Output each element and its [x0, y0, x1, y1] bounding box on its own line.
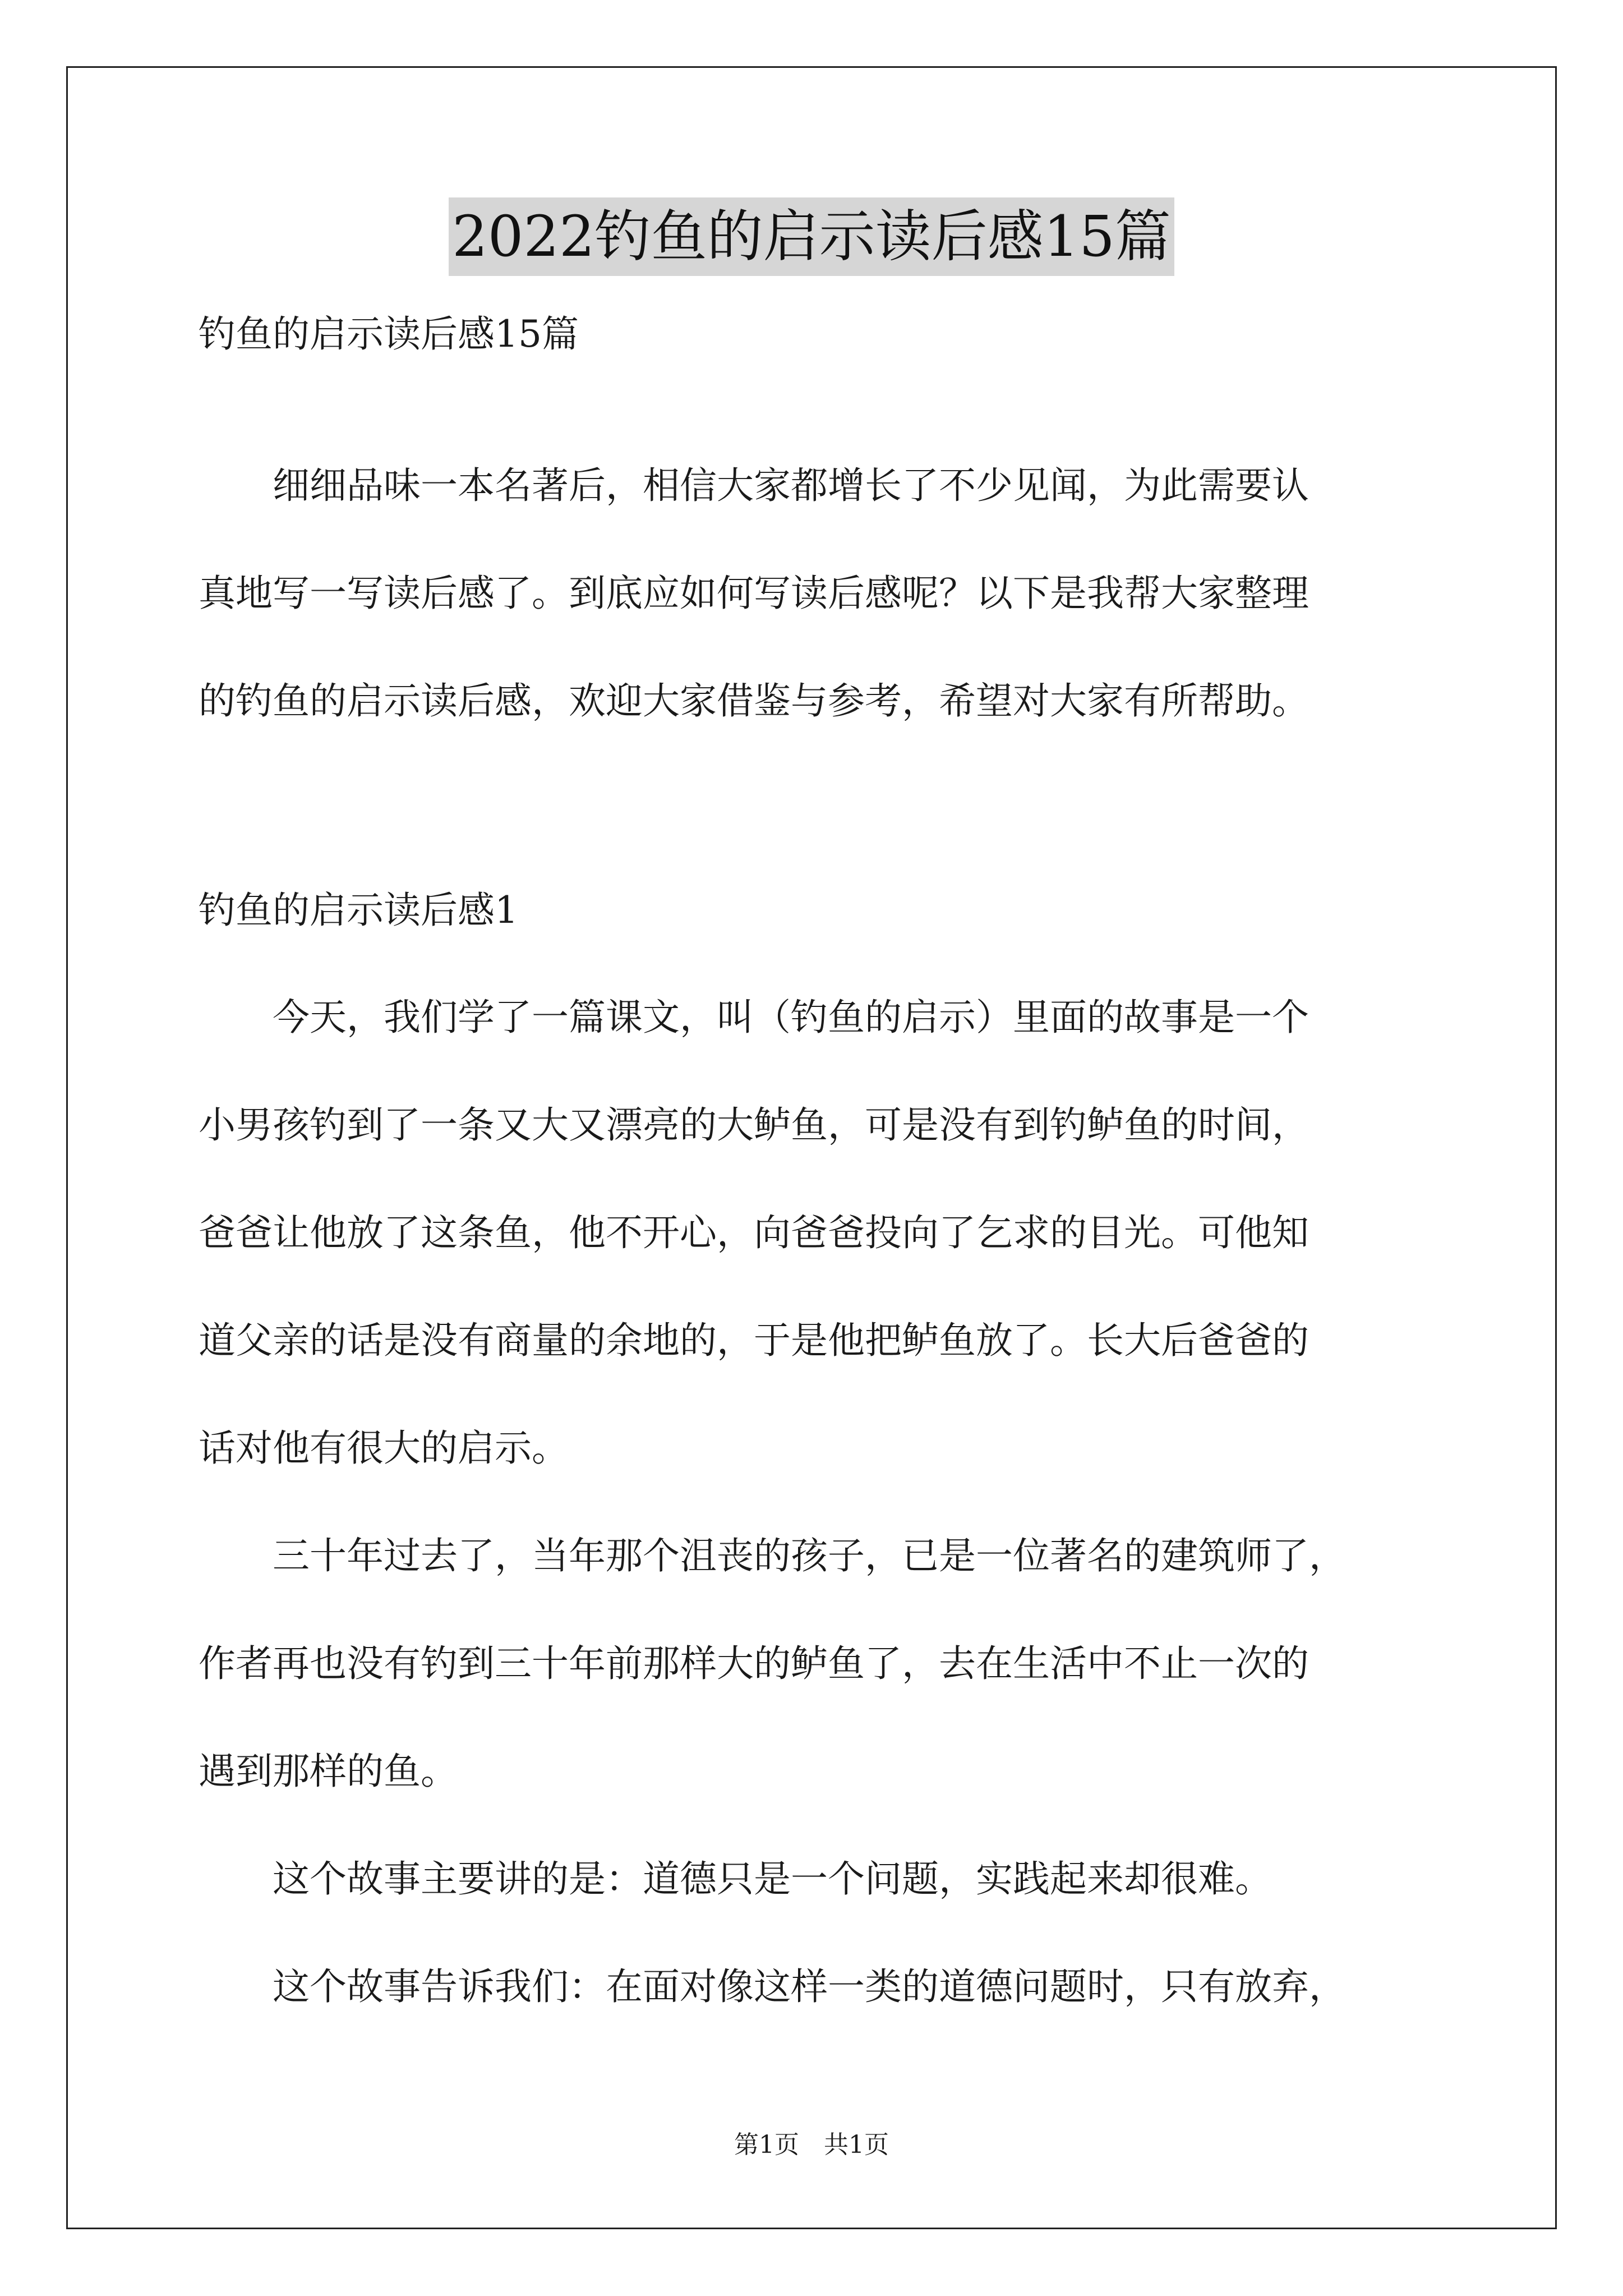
paragraph-line: 这个故事主要讲的是：道德只是一个问题，实践起来却很难。 [199, 1857, 1272, 1901]
section-heading: 钓鱼的启示读后感1 [199, 889, 518, 932]
document-title: 2022钓鱼的启示读后感15篇 [449, 197, 1174, 276]
paragraph-line: 爸爸让他放了这条鱼，他不开心，向爸爸投向了乞求的目光。可他知 [199, 1211, 1309, 1254]
paragraph-line: 作者再也没有钓到三十年前那样大的鲈鱼了，去在生活中不止一次的 [199, 1642, 1309, 1685]
intro-line-2: 真地写一写读后感了。到底应如何写读后感呢？以下是我帮大家整理 [199, 572, 1309, 615]
title-block [0, 197, 1623, 276]
subtitle-line: 钓鱼的启示读后感15篇 [199, 312, 579, 356]
paragraph-line: 道父亲的话是没有商量的余地的，于是他把鲈鱼放了。长大后爸爸的 [199, 1319, 1309, 1362]
paragraph-line: 话对他有很大的启示。 [199, 1427, 569, 1470]
paragraph-line: 遇到那样的鱼。 [199, 1750, 458, 1793]
paragraph-line: 三十年过去了，当年那个沮丧的孩子，已是一位著名的建筑师了， [199, 1534, 1346, 1577]
intro-line-3: 的钓鱼的启示读后感，欢迎大家借鉴与参考，希望对大家有所帮助。 [199, 679, 1309, 723]
intro-line-1: 细细品味一本名著后，相信大家都增长了不少见闻，为此需要认 [199, 464, 1309, 507]
paragraph-line: 小男孩钓到了一条又大又漂亮的大鲈鱼，可是没有到钓鲈鱼的时间， [199, 1103, 1309, 1147]
page-footer: 第1页 共1页 [734, 2131, 889, 2159]
paragraph-line: 今天，我们学了一篇课文，叫（钓鱼的启示）里面的故事是一个 [199, 996, 1309, 1039]
paragraph-line: 这个故事告诉我们：在面对像这样一类的道德问题时，只有放弃， [199, 1965, 1346, 2008]
